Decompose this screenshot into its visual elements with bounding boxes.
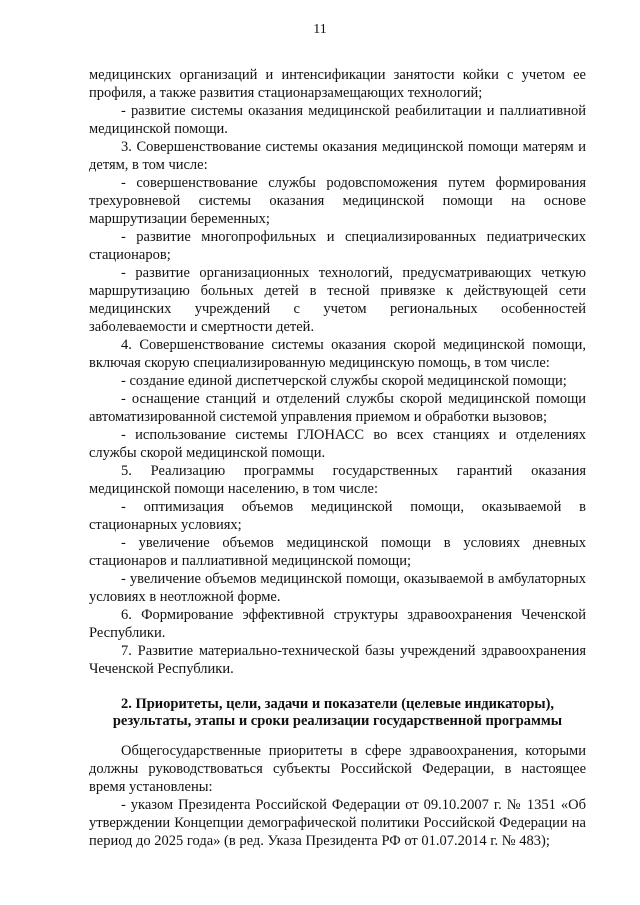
section-heading-line-1: 2. Приоритеты, цели, задачи и показатели (целевые индикаторы), — [120, 696, 555, 712]
paragraph: - увеличение объемов медицинской помощи, оказываемой в амбулаторных условиях в неотложной форме. — [89, 571, 586, 605]
section-heading-line-2: результаты, этапы и сроки реализации государственной программы — [112, 713, 563, 729]
paragraph: - использование системы ГЛОНАСС во всех станциях и отделениях службы скорой медицинской помощи. — [89, 427, 586, 461]
paragraph: 4. Совершенствование системы оказания скорой медицинской помощи, включая скорую специализированную медицинскую помощь, в том числе: — [89, 337, 586, 371]
paragraph: - оснащение станций и отделений службы скорой медицинской помощи автоматизированной системой управления приемом и обработки вызовов; — [89, 391, 586, 425]
paragraph: Общегосударственные приоритеты в сфере здравоохранения, которыми должны руководствоваться субъекты Российской Федерации, в настоящее время установлены: — [89, 743, 586, 795]
paragraph: - развитие организационных технологий, предусматривающих четкую маршрутизацию больных детей в тесной привязке к действующей сети медицинских учреждений с учетом региональных особенностей заболеваемости и смертности детей. — [89, 265, 586, 335]
paragraph: - развитие многопрофильных и специализированных педиатрических стационаров; — [89, 229, 586, 263]
top-paragraphs — [89, 66, 586, 678]
paragraph: 5. Реализацию программы государственных гарантий оказания медицинской помощи населению, в том числе: — [89, 463, 586, 497]
section-heading — [89, 696, 586, 730]
paragraph: медицинских организаций и интенсификации занятости койки с учетом ее профиля, а также развития стационарзамещающих технологий; — [89, 67, 586, 101]
paragraph: 3. Совершенствование системы оказания медицинской помощи матерям и детям, в том числе: — [89, 139, 586, 173]
paragraph: 6. Формирование эффективной структуры здравоохранения Чеченской Республики. — [89, 607, 586, 641]
paragraph: - совершенствование службы родовспоможения путем формирования трехуровневой системы оказания медицинской помощи на основе маршрутизации беременных; — [89, 175, 586, 227]
document-body — [89, 66, 586, 850]
paragraph: 7. Развитие материально-технической базы учреждений здравоохранения Чеченской Республики. — [89, 643, 586, 677]
paragraph: - создание единой диспетчерской службы скорой медицинской помощи; — [121, 373, 567, 389]
paragraph: - указом Президента Российской Федерации от 09.10.2007 г. № 1351 «Об утверждении Концепции демографической политики Российской Федерации на период до 2025 года» (в ред. Указа Президента РФ от 01.07.2014 г. № 483); — [89, 797, 586, 849]
bottom-paragraphs — [89, 742, 586, 850]
paragraph: - оптимизация объемов медицинской помощи, оказываемой в стационарных условиях; — [89, 499, 586, 533]
paragraph: - развитие системы оказания медицинской реабилитации и паллиативной медицинской помощи. — [89, 103, 586, 137]
paragraph: - увеличение объемов медицинской помощи в условиях дневных стационаров и паллиативной медицинской помощи; — [89, 535, 586, 569]
page-number: 11 — [313, 22, 327, 37]
